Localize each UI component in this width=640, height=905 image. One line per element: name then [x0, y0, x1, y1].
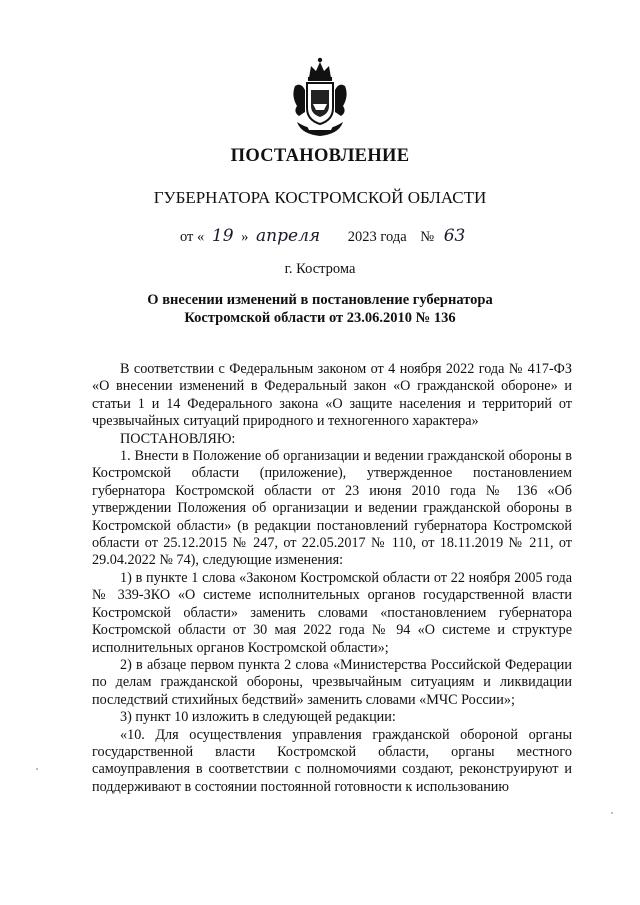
paragraph-subitem-3: 3) пункт 10 изложить в следующей редакции:: [120, 709, 396, 726]
document-number: 63: [443, 226, 466, 246]
document-type-title: ПОСТАНОВЛЕНИЕ: [230, 146, 410, 166]
date-year: 2023 года: [347, 229, 407, 245]
heading-line-1: О внесении изменений в постановление губернатора: [147, 292, 493, 308]
number-prefix: №: [420, 229, 435, 245]
document-body: [92, 361, 572, 796]
paragraph-point-10: «10. Для осуществления управления гражданской обороной органы государственной власти Костромской области, органы местного самоуправления в соответствии с полномочиями создают, реконструируют и поддерживают в состоянии постоянной готовности к использованию: [92, 726, 572, 795]
heading-line-2: Костромской области от 23.06.2010 № 136: [184, 310, 456, 326]
date-mid: »: [241, 229, 249, 245]
city-label: г. Кострома: [284, 261, 356, 277]
kostroma-coat-of-arms-icon: [289, 56, 351, 140]
date-number-line: [180, 226, 465, 246]
date-prefix: от «: [180, 229, 205, 245]
date-day: 19: [211, 226, 234, 246]
paragraph-item-1: 1. Внести в Положение об организации и ведении гражданской обороны в Костромской области (приложение), утвержденное постановлением губернатора Костромской области от 23 июня 2010 года № 136 «Об утверждении Положения об организации и ведении гражданской обороны в Костромской области» (в редакции постановлений губернатора Костромской области от 25.12.2015 № 247, от 22.05.2017 № 110, от 18.11.2019 № 211, от 29.04.2022 № 74), следующие изменения:: [92, 448, 572, 569]
document-heading: [0, 291, 640, 327]
scan-artifact: [36, 768, 38, 770]
paragraph-resolve: ПОСТАНОВЛЯЮ:: [120, 430, 236, 447]
paragraph-subitem-2: 2) в абзаце первом пункта 2 слова «Министерства Российской Федерации по делам гражданской обороны, чрезвычайным ситуациям и ликвидации последствий стихийных бедствий» заменить словами «МЧС России»;: [92, 656, 572, 708]
paragraph-subitem-1: 1) в пункте 1 слова «Законом Костромской области от 22 ноября 2005 года № 339-ЗКО «О системе исполнительных органов государственной власти Костромской области» заменить словами «постановлением губернатора Костромской области от 30 мая 2022 года № 94 «О системе и структуре исполнительных органов Костромской области»;: [92, 569, 572, 656]
date-month: апреля: [256, 226, 321, 246]
issuer-title: ГУБЕРНАТОРА КОСТРОМСКОЙ ОБЛАСТИ: [153, 188, 487, 207]
scan-artifact: [611, 812, 613, 814]
paragraph-preamble: В соответствии с Федеральным законом от 4 ноября 2022 года № 417-ФЗ «О внесении изменений в Федеральный закон «О гражданской обороне» и статьи 1 и 14 Федерального закона «О защите населения и территорий от чрезвычайных ситуаций природного и техногенного характера»: [92, 361, 572, 430]
